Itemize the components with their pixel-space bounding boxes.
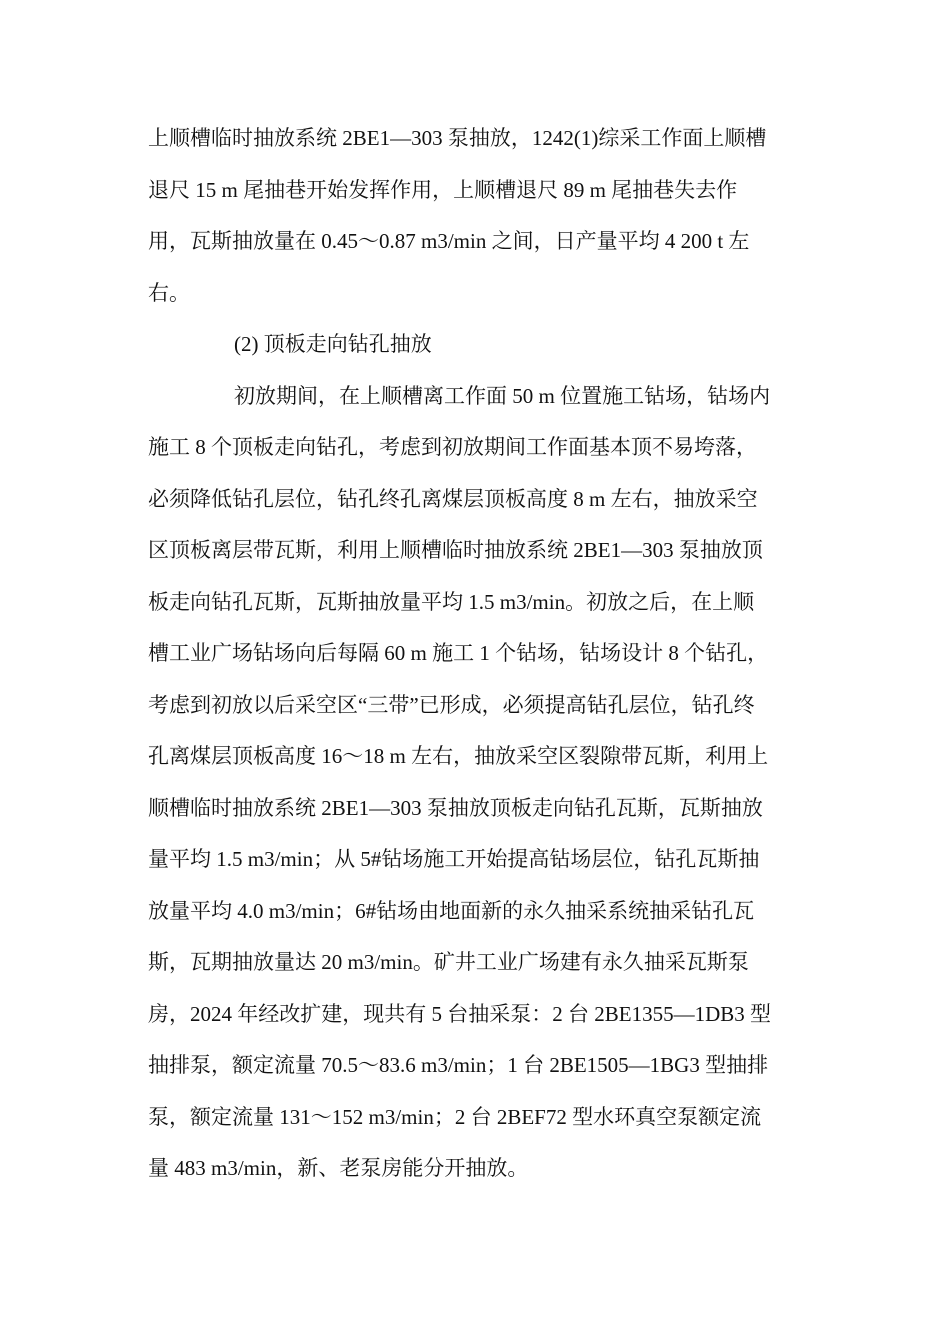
text-line: 斯，瓦期抽放量达 20 m3/min。矿井工业广场建有永久抽采瓦斯泵	[148, 950, 749, 974]
text-line: 抽排泵，额定流量 70.5～83.6 m3/min；1 台 2BE1505—1BG3 型抽排	[148, 1053, 769, 1077]
text-line: 泵，额定流量 131～152 m3/min；2 台 2BEF72 型水环真空泵额定流	[148, 1105, 762, 1129]
text-line: 用，瓦斯抽放量在 0.45～0.87 m3/min 之间，日产量平均 4 200 t 左	[148, 229, 750, 253]
text-line: 槽工业广场钻场向后每隔 60 m 施工 1 个钻场，钻场设计 8 个钻孔，	[148, 641, 769, 665]
text-line: 右。	[148, 281, 190, 305]
text-line: 量 483 m3/min，新、老泵房能分开抽放。	[148, 1156, 529, 1180]
text-line: 顺槽临时抽放系统 2BE1—303 泵抽放顶板走向钻孔瓦斯，瓦斯抽放	[148, 796, 763, 820]
text-line: 放量平均 4.0 m3/min；6#钻场由地面新的永久抽采系统抽采钻孔瓦	[148, 899, 755, 923]
text-line: 量平均 1.5 m3/min；从 5#钻场施工开始提高钻场层位，钻孔瓦斯抽	[148, 847, 760, 871]
text-line: 施工 8 个顶板走向钻孔，考虑到初放期间工作面基本顶不易垮落，	[148, 435, 757, 459]
text-line: 必须降低钻孔层位，钻孔终孔离煤层顶板高度 8 m 左右，抽放采空	[148, 487, 758, 511]
text-line: 板走向钻孔瓦斯，瓦斯抽放量平均 1.5 m3/min。初放之后，在上顺	[148, 590, 755, 614]
section-heading: (2) 顶板走向钻孔抽放	[234, 332, 432, 356]
text-line: 孔离煤层顶板高度 16～18 m 左右，抽放采空区裂隙带瓦斯，利用上	[148, 744, 769, 768]
text-line: 考虑到初放以后采空区“三带”已形成，必须提高钻孔层位，钻孔终	[148, 693, 755, 717]
text-line: 房，2024 年经改扩建，现共有 5 台抽采泵：2 台 2BE1355—1DB3 型	[148, 1002, 772, 1026]
text-line: 上顺槽临时抽放系统 2BE1—303 泵抽放，1242(1)综采工作面上顺槽	[148, 126, 767, 150]
text-line: 退尺 15 m 尾抽巷开始发挥作用，上顺槽退尺 89 m 尾抽巷失去作	[148, 178, 738, 202]
text-line: 区顶板离层带瓦斯，利用上顺槽临时抽放系统 2BE1—303 泵抽放顶	[148, 538, 763, 562]
paragraph-first-line: 初放期间，在上顺槽离工作面 50 m 位置施工钻场，钻场内	[234, 384, 771, 408]
